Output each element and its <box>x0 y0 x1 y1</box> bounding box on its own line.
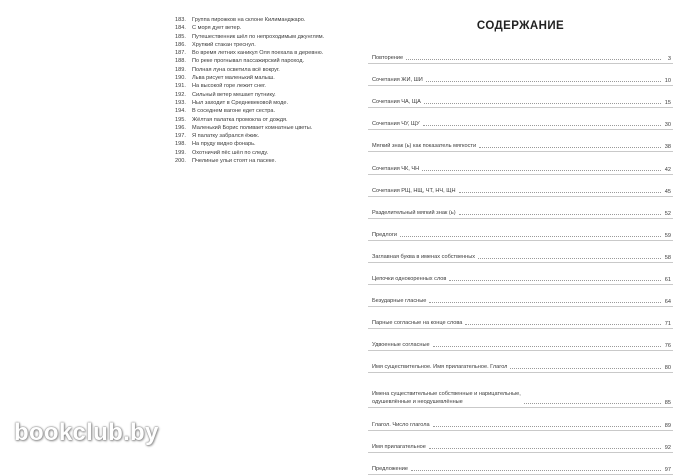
dot-leader <box>422 170 661 171</box>
toc-entry-title: Сочетания РЩ, НЩ, ЧТ, НЧ, ЩН <box>372 187 456 194</box>
toc-entry-title: Мягкий знак (ь) как показатель мягкости <box>372 143 477 150</box>
toc-page-number: 59 <box>664 232 671 239</box>
sentence-text: Я палатку забрался ёжик. <box>192 133 260 140</box>
sentence-number: 193. <box>175 99 186 106</box>
dot-leader <box>429 302 661 303</box>
toc-page-number: 92 <box>664 444 671 451</box>
sentence-text: В соседнем вагоне едет сестра. <box>192 108 276 115</box>
toc-entry[interactable] <box>368 351 673 373</box>
sentence-item <box>175 33 345 41</box>
toc-entry[interactable] <box>368 130 673 152</box>
toc-entry[interactable] <box>368 431 673 453</box>
sentence-item <box>175 107 345 115</box>
sentence-text: Пчелиные ульи стоят на пасеке. <box>192 158 277 165</box>
sentence-item <box>175 16 345 24</box>
toc-entry[interactable] <box>368 307 673 329</box>
toc-page-number: 10 <box>664 78 671 85</box>
dot-leader <box>426 81 661 82</box>
toc-entry[interactable] <box>368 453 673 475</box>
sentence-item <box>175 74 345 82</box>
sentence-item <box>175 157 345 165</box>
toc-entry-title: Безударные гласные <box>372 298 427 305</box>
sentence-item <box>175 82 345 90</box>
sentence-item <box>175 124 345 132</box>
toc-page-number: 58 <box>664 254 671 261</box>
toc-entry-title: Цепочки однокоренных слов <box>372 276 447 283</box>
sentence-text: На высокой горе лежит снег. <box>192 83 266 90</box>
toc-page-number: 76 <box>664 343 671 350</box>
toc-page-number: 97 <box>664 466 671 473</box>
toc-entry-title: Разделительный мягкий знак (ь) <box>372 209 456 216</box>
sentence-item <box>175 132 345 140</box>
dot-leader <box>478 258 661 259</box>
sentence-number: 197. <box>175 133 186 140</box>
dot-leader <box>424 103 661 104</box>
toc-page-number: 61 <box>664 277 671 284</box>
toc-entry[interactable] <box>368 219 673 241</box>
sentence-text: На пруду видно фонарь. <box>192 141 256 148</box>
sentence-item <box>175 41 345 49</box>
sentence-number: 196. <box>175 124 186 131</box>
contents-title: СОДЕРЖАНИЕ <box>476 20 565 32</box>
toc-entry[interactable] <box>368 86 673 108</box>
sentence-number: 195. <box>175 116 186 123</box>
toc-entry[interactable] <box>368 42 673 64</box>
sentence-number: 184. <box>175 25 186 32</box>
sentence-text: Охотничий пёс шёл по следу. <box>192 149 269 156</box>
toc-entry-title: Предлоги <box>372 231 397 238</box>
toc-entry-title: Имена существительные собственные и нарицательные, одушевлённые и неодушевлённые <box>372 391 521 406</box>
toc-entry-title: Имя существительное. Имя прилагательное. Глагол <box>372 364 508 371</box>
sentence-number: 198. <box>175 141 186 148</box>
sentence-text: Ныл заходит в Средневековой моде. <box>192 99 289 106</box>
sentence-item <box>175 149 345 157</box>
toc-entry[interactable] <box>368 373 673 408</box>
toc-page-number: 85 <box>664 400 671 407</box>
sentence-item <box>175 116 345 124</box>
sentence-text: Льва рисует маленький малыш. <box>192 75 275 82</box>
dot-leader <box>411 470 661 471</box>
sentence-item <box>175 24 345 32</box>
sentence-number: 187. <box>175 50 186 57</box>
toc-entry-title: Сочетания ЖИ, ШИ <box>372 77 423 84</box>
sentence-text: Во время летних каникул Оля поехала в деревню. <box>192 50 324 57</box>
dot-leader <box>524 403 661 404</box>
right-page-contents <box>368 18 673 475</box>
toc-entry[interactable] <box>368 108 673 130</box>
toc-page-number: 38 <box>664 144 671 151</box>
left-page-sentences <box>175 16 345 165</box>
toc-entry[interactable] <box>368 241 673 263</box>
toc-entry-title: Парные согласные на конце слова <box>372 320 463 327</box>
watermark-logo: bookclub.by <box>14 419 159 446</box>
toc-entry-title: Повторение <box>372 55 404 62</box>
toc-page-number: 30 <box>664 122 671 129</box>
sentence-number: 192. <box>175 91 186 98</box>
sentence-number: 190. <box>175 75 186 82</box>
sentence-text: С моря дует ветер. <box>192 25 242 32</box>
toc-page-number: 64 <box>664 299 671 306</box>
sentence-number: 186. <box>175 41 186 48</box>
sentence-item <box>175 91 345 99</box>
sentence-number: 183. <box>175 17 186 23</box>
dot-leader <box>449 280 661 281</box>
toc-page-number: 71 <box>664 321 671 328</box>
sentence-number: 200. <box>175 158 186 165</box>
dot-leader <box>433 426 661 427</box>
sentence-item <box>175 66 345 74</box>
toc-entry-title: Глагол. Число глагола <box>372 421 430 428</box>
toc-entry[interactable] <box>368 408 673 430</box>
toc-page-number: 89 <box>664 422 671 429</box>
toc-entry[interactable] <box>368 263 673 285</box>
toc-entry-title: Сочетания ЧК, ЧН <box>372 165 420 172</box>
dot-leader <box>510 368 661 369</box>
sentence-number: 194. <box>175 108 186 115</box>
sentence-text: Жёлтая палатка промокла от дождя. <box>192 116 288 123</box>
sentence-text: По реке прогнывал пассажирский пароход. <box>192 58 305 65</box>
sentence-text: Группа пирожков на склоне Килиманджаро. <box>192 17 306 23</box>
toc-page-number: 3 <box>667 56 671 63</box>
sentence-number: 191. <box>175 83 186 90</box>
toc-entry-title: Предложение <box>372 465 408 472</box>
sentence-number: 199. <box>175 149 186 156</box>
sentence-text: Сильный ветер мешает путнику. <box>192 91 276 98</box>
dot-leader <box>429 448 661 449</box>
toc-entry[interactable] <box>368 329 673 351</box>
dot-leader <box>459 214 661 215</box>
dot-leader <box>400 236 661 237</box>
toc-entry-title: Удвоенные согласные <box>372 342 430 349</box>
toc-entry-title: Сочетания ЧА, ЩА <box>372 99 421 106</box>
sentence-text: Маленький Борис поливает комнатные цветы. <box>192 124 313 131</box>
toc-entry[interactable] <box>368 197 673 219</box>
dot-leader <box>423 125 661 126</box>
toc-page-number: 80 <box>664 365 671 372</box>
sentence-number: 189. <box>175 66 186 73</box>
sentence-text: Полная луна осветила всё вокруг. <box>192 66 280 73</box>
sentence-number: 185. <box>175 33 186 40</box>
sentence-text: Хрупкий стакан треснул. <box>192 41 256 48</box>
sentence-number: 188. <box>175 58 186 65</box>
toc-entry[interactable] <box>368 175 673 197</box>
toc-entry-title: Сочетания ЧУ, ЩУ <box>372 121 420 128</box>
toc-entry-title: Имя прилагательное <box>372 443 426 450</box>
toc-entry-title: Заглавная буква в именах собственных <box>372 253 476 260</box>
toc-page-number: 45 <box>664 188 671 195</box>
toc-page-number: 15 <box>664 100 671 107</box>
dot-leader <box>479 147 661 148</box>
toc-list <box>368 42 673 475</box>
sentence-item <box>175 49 345 57</box>
dot-leader <box>459 192 661 193</box>
sentence-item <box>175 57 345 65</box>
dot-leader <box>465 324 661 325</box>
toc-entry[interactable] <box>368 152 673 174</box>
sentence-text: Путешественник шёл по непроходимым джунглям. <box>192 33 325 40</box>
toc-entry[interactable] <box>368 64 673 86</box>
sentence-item <box>175 140 345 148</box>
toc-page-number: 42 <box>664 166 671 173</box>
dot-leader <box>433 346 661 347</box>
sentence-item <box>175 99 345 107</box>
toc-entry[interactable] <box>368 285 673 307</box>
dot-leader <box>406 59 661 60</box>
toc-page-number: 52 <box>664 210 671 217</box>
